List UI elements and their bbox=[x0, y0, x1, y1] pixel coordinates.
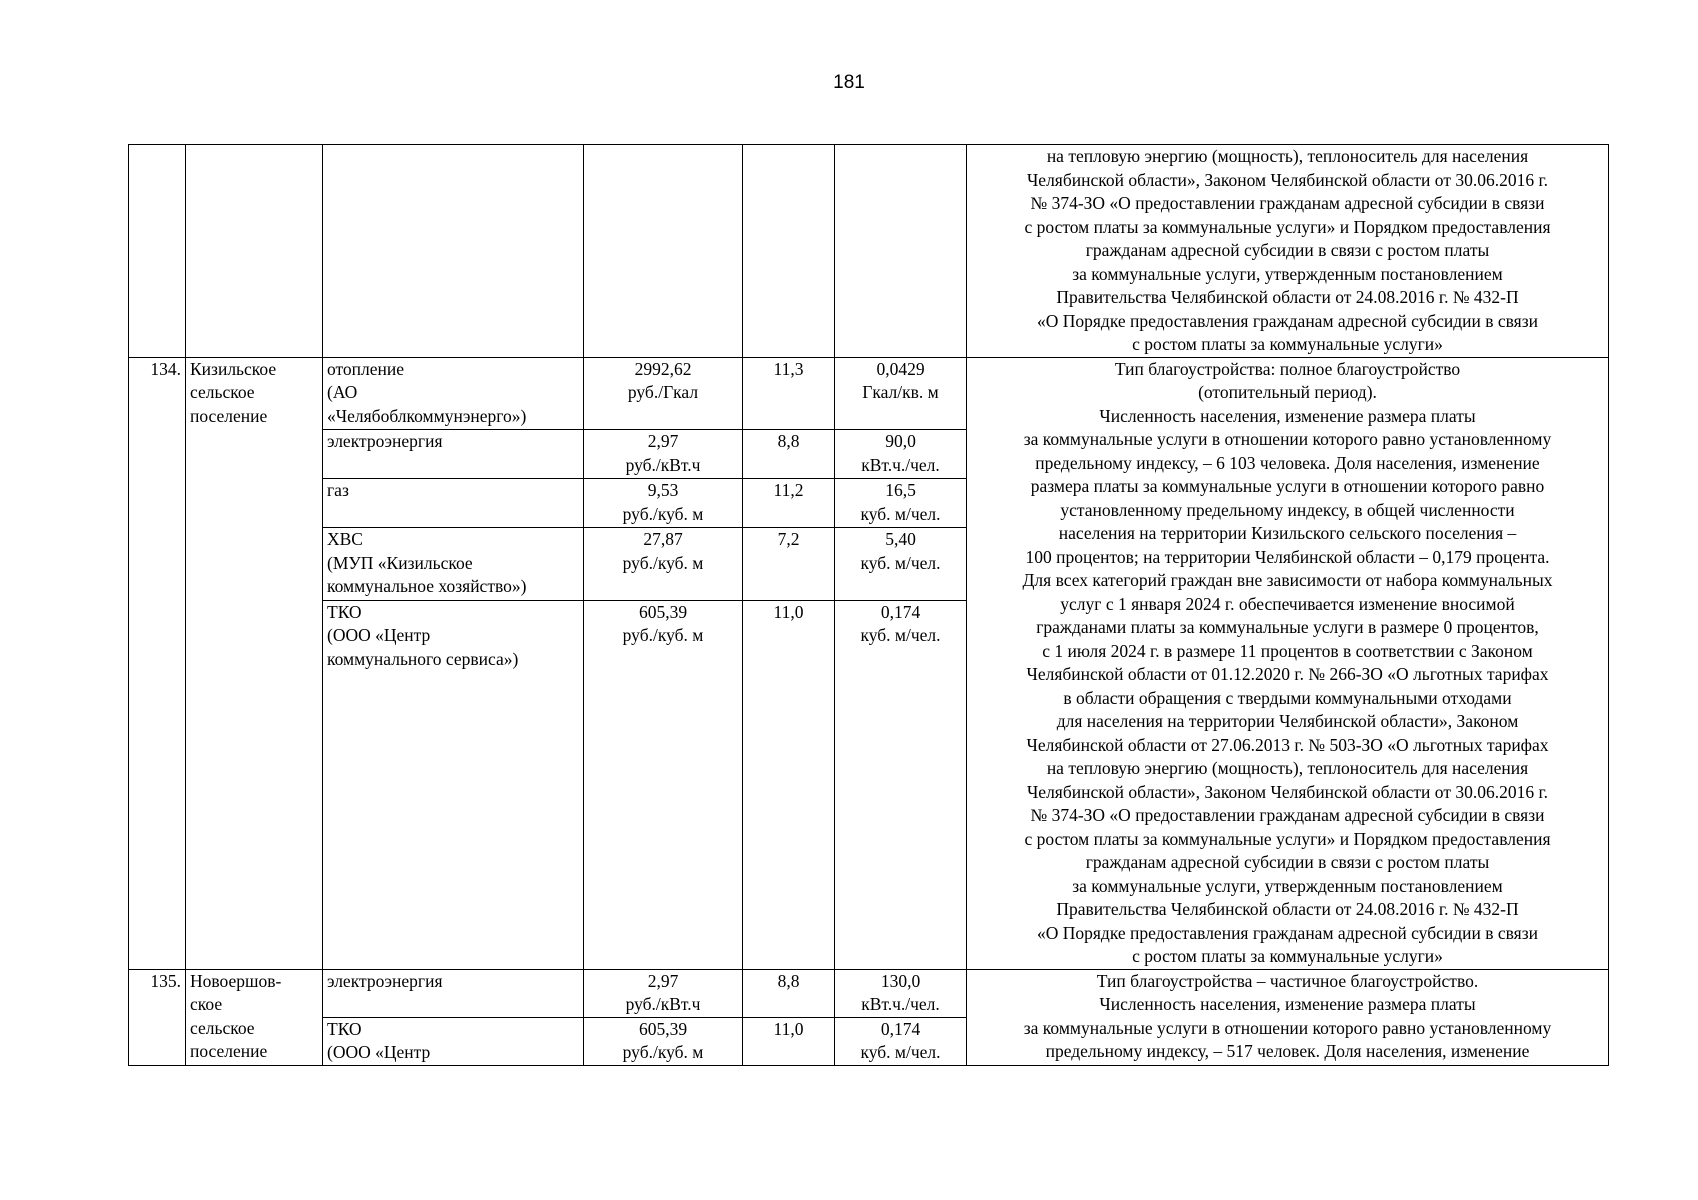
description-line: за коммунальные услуги в отношении которого равно установленному bbox=[1023, 429, 1552, 449]
description-line: Челябинской области от 27.06.2013 г. № 503-ЗО «О льготных тарифах bbox=[1026, 734, 1549, 755]
description-line: Челябинской области», Законом Челябинской области от 30.06.2016 г. bbox=[1026, 781, 1549, 802]
page-number: 181 bbox=[833, 72, 865, 93]
service-name bbox=[323, 479, 584, 528]
growth-value: 11,0 bbox=[743, 1017, 835, 1065]
description-line: с 1 июля 2024 г. в размере 11 процентов в соответствии с Законом bbox=[1042, 640, 1533, 661]
tariff-rate bbox=[584, 430, 743, 479]
service-line: отопление bbox=[327, 358, 405, 379]
description-line: за коммунальные услуги в отношении которого равно установленному bbox=[1023, 1017, 1552, 1038]
description-line: «О Порядке предоставления гражданам адресной субсидии в связи bbox=[1036, 310, 1539, 331]
service-name bbox=[323, 1017, 584, 1065]
settlement-name bbox=[186, 357, 323, 969]
service-line: (МУП «Кизильское bbox=[327, 552, 473, 573]
rate-cell bbox=[584, 145, 743, 358]
service-line: «Челябоблкоммунэнерго») bbox=[327, 405, 527, 426]
volume-value: 0,0429 bbox=[876, 358, 925, 379]
volume-unit: Гкал/кв. м bbox=[862, 382, 939, 402]
rate-value: 27,87 bbox=[643, 529, 683, 550]
service-line: газ bbox=[327, 480, 349, 501]
description-line: на тепловую энергию (мощность), теплоноситель для населения bbox=[1046, 146, 1529, 166]
rate-value: 605,39 bbox=[638, 601, 688, 622]
service-line: электроэнергия bbox=[327, 970, 443, 991]
table-row-134 bbox=[129, 357, 1609, 430]
growth-value: 11,3 bbox=[743, 357, 835, 430]
table-row-135 bbox=[129, 969, 1609, 1017]
tariff-table bbox=[128, 144, 1609, 1066]
volume-unit: куб. м/чел. bbox=[860, 1042, 941, 1062]
description-line: на тепловую энергию (мощность), теплоноситель для населения bbox=[1046, 758, 1529, 778]
rate-value: 605,39 bbox=[638, 1018, 688, 1039]
description-line: Правительства Челябинской области от 24.08.2016 г. № 432-П bbox=[1056, 899, 1519, 919]
settlement-name bbox=[186, 969, 323, 1065]
consumption-volume bbox=[835, 1017, 967, 1065]
volume-value: 90,0 bbox=[885, 431, 916, 452]
service-line: (ООО «Центр bbox=[327, 625, 431, 646]
service-line: ТКО bbox=[327, 1018, 362, 1039]
service-line: (АО bbox=[327, 382, 358, 402]
description-line: Челябинской области от 01.12.2020 г. № 266-ЗО «О льготных тарифах bbox=[1026, 664, 1549, 684]
settlement-line: поселение bbox=[190, 405, 268, 426]
volume-unit: куб. м/чел. bbox=[860, 552, 941, 573]
description-line: 100 процентов; на территории Челябинской области – 0,179 процента. bbox=[1025, 546, 1550, 567]
consumption-volume bbox=[835, 969, 967, 1017]
description-line: Правительства Челябинской области от 24.08.2016 г. № 432-П bbox=[1056, 287, 1519, 307]
description-line: предельному индексу, – 6 103 человека. Доля населения, изменение bbox=[1035, 452, 1540, 473]
volume-value: 0,174 bbox=[880, 1018, 921, 1039]
description-line: с ростом платы за коммунальные услуги» bbox=[1132, 946, 1443, 966]
description-line: гражданами платы за коммунальные услуги в размере 0 процентов, bbox=[1036, 617, 1539, 637]
rate-value: 9,53 bbox=[647, 480, 679, 501]
volume-unit: куб. м/чел. bbox=[860, 503, 941, 524]
settlement-line: поселение bbox=[190, 1041, 268, 1061]
number-cell bbox=[129, 145, 186, 358]
description-line: с ростом платы за коммунальные услуги» и Порядком предоставления bbox=[1024, 216, 1551, 237]
service-line: ТКО bbox=[327, 601, 362, 622]
settlement-line: ское bbox=[190, 994, 223, 1014]
volume-value: 5,40 bbox=[885, 529, 916, 550]
volume-value: 16,5 bbox=[885, 480, 916, 501]
tariff-rate bbox=[584, 600, 743, 969]
description-line: Численность населения, изменение размера платы bbox=[1099, 405, 1476, 426]
service-name bbox=[323, 357, 584, 430]
description-line: № 374-ЗО «О предоставлении гражданам адресной субсидии в связи bbox=[1030, 193, 1545, 213]
rate-unit: руб./Гкал bbox=[627, 382, 699, 402]
description-line: Тип благоустройства: полное благоустройство bbox=[1114, 358, 1461, 379]
service-line: коммунального сервиса») bbox=[327, 648, 519, 669]
rate-value: 2992,62 bbox=[634, 358, 692, 379]
growth-value: 11,2 bbox=[743, 479, 835, 528]
description-cell bbox=[967, 145, 1609, 358]
continuation-row bbox=[129, 145, 1609, 358]
description-line: Численность населения, изменение размера платы bbox=[1099, 994, 1476, 1014]
description-line: за коммунальные услуги, утвержденным постановлением bbox=[1072, 263, 1503, 284]
consumption-volume bbox=[835, 528, 967, 601]
rate-unit: руб./куб. м bbox=[622, 552, 704, 573]
service-cell bbox=[323, 145, 584, 358]
consumption-volume bbox=[835, 600, 967, 969]
description-line: населения на территории Кизильского сельского поселения – bbox=[1058, 523, 1517, 543]
consumption-volume bbox=[835, 479, 967, 528]
description-line: Для всех категорий граждан вне зависимости от набора коммунальных bbox=[1022, 570, 1553, 590]
tariff-rate bbox=[584, 479, 743, 528]
growth-value: 7,2 bbox=[743, 528, 835, 601]
service-line: (ООО «Центр bbox=[327, 1042, 431, 1062]
volume-value: 0,174 bbox=[880, 601, 921, 622]
rate-unit: руб./куб. м bbox=[622, 625, 704, 646]
volume-cell bbox=[835, 145, 967, 358]
tariff-rate bbox=[584, 969, 743, 1017]
description-line: Челябинской области», Законом Челябинской области от 30.06.2016 г. bbox=[1026, 169, 1549, 190]
growth-cell bbox=[743, 145, 835, 358]
description-line: гражданам адресной субсидии в связи с ростом платы bbox=[1085, 852, 1490, 872]
growth-value: 8,8 bbox=[743, 969, 835, 1017]
description-cell bbox=[967, 357, 1609, 969]
description-line: гражданам адресной субсидии в связи с ростом платы bbox=[1085, 240, 1490, 260]
rate-value: 2,97 bbox=[647, 970, 679, 991]
service-name bbox=[323, 600, 584, 969]
growth-value: 8,8 bbox=[743, 430, 835, 479]
rate-unit: руб./куб. м bbox=[622, 1042, 704, 1062]
settlement-line: сельское bbox=[190, 382, 255, 402]
settlement-line: Кизильское bbox=[190, 358, 277, 379]
settlement-line: сельское bbox=[190, 1017, 255, 1038]
growth-value: 11,0 bbox=[743, 600, 835, 969]
description-line: размера платы за коммунальные услуги в отношении которого равно bbox=[1030, 476, 1545, 496]
description-line: в области обращения с твердыми коммунальными отходами bbox=[1063, 687, 1512, 708]
description-line: установленному предельному индексу, в общей численности bbox=[1060, 499, 1515, 520]
service-line: ХВС bbox=[327, 529, 363, 550]
rate-unit: руб./кВт.ч bbox=[625, 454, 701, 475]
description-cell bbox=[967, 969, 1609, 1065]
consumption-volume bbox=[835, 357, 967, 430]
description-line: Тип благоустройства – частичное благоустройство. bbox=[1096, 970, 1479, 991]
service-line: электроэнергия bbox=[327, 431, 443, 452]
description-line: № 374-ЗО «О предоставлении гражданам адресной субсидии в связи bbox=[1030, 805, 1545, 825]
volume-unit: кВт.ч./чел. bbox=[861, 994, 940, 1014]
rate-value: 2,97 bbox=[647, 431, 679, 452]
description-line: (отопительный период). bbox=[1198, 382, 1377, 402]
rate-unit: руб./куб. м bbox=[622, 503, 704, 524]
tariff-rate bbox=[584, 528, 743, 601]
description-line: с ростом платы за коммунальные услуги» bbox=[1132, 334, 1443, 354]
rate-unit: руб./кВт.ч bbox=[625, 994, 701, 1014]
service-name bbox=[323, 528, 584, 601]
settlement-line: Новоершов- bbox=[190, 970, 282, 991]
description-line: с ростом платы за коммунальные услуги» и Порядком предоставления bbox=[1024, 828, 1551, 849]
service-name bbox=[323, 430, 584, 479]
row-number: 135. bbox=[129, 969, 186, 1065]
tariff-rate bbox=[584, 357, 743, 430]
description-line: «О Порядке предоставления гражданам адресной субсидии в связи bbox=[1036, 922, 1539, 943]
description-line: для населения на территории Челябинской области», Законом bbox=[1056, 711, 1519, 731]
volume-unit: кВт.ч./чел. bbox=[861, 454, 940, 475]
settlement-cell bbox=[186, 145, 323, 358]
volume-value: 130,0 bbox=[880, 970, 921, 991]
description-line: предельному индексу, – 517 человек. Доля населения, изменение bbox=[1045, 1041, 1530, 1061]
row-number: 134. bbox=[129, 357, 186, 969]
service-line: коммунальное хозяйство») bbox=[327, 576, 527, 597]
description-line: за коммунальные услуги, утвержденным постановлением bbox=[1072, 875, 1503, 896]
consumption-volume bbox=[835, 430, 967, 479]
tariff-rate bbox=[584, 1017, 743, 1065]
service-name bbox=[323, 969, 584, 1017]
description-line: услуг с 1 января 2024 г. обеспечивается изменение вносимой bbox=[1060, 593, 1515, 614]
volume-unit: куб. м/чел. bbox=[860, 625, 941, 646]
